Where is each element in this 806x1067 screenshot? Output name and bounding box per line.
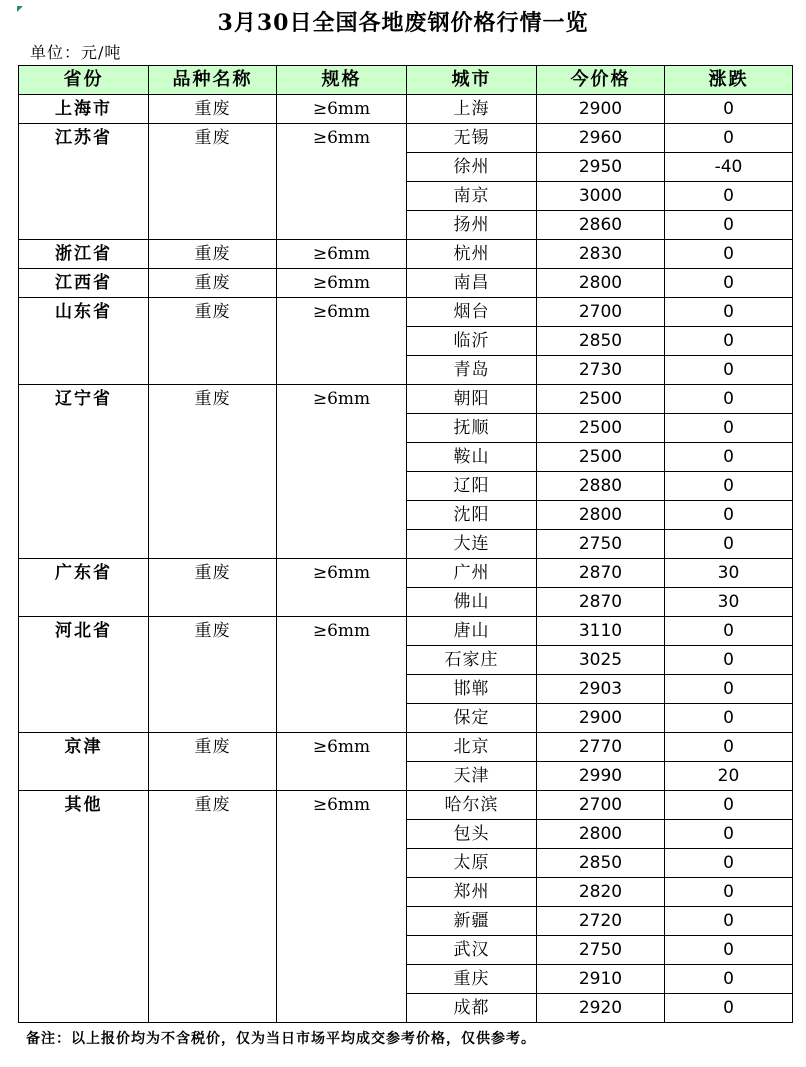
city-cell: 抚顺 (407, 414, 537, 443)
change-cell: 0 (665, 704, 793, 733)
province-cell: 江西省 (19, 269, 149, 298)
unit-label: 单位：元/吨 (30, 43, 122, 62)
price-cell: 2800 (537, 501, 665, 530)
spec-cell: ≥6mm (277, 385, 407, 559)
table-row (19, 559, 793, 588)
change-cell: 0 (665, 646, 793, 675)
price-cell: 2750 (537, 530, 665, 559)
change-cell: 0 (665, 327, 793, 356)
city-cell: 包头 (407, 820, 537, 849)
price-cell: 3000 (537, 182, 665, 211)
table-row (19, 617, 793, 646)
change-cell: 0 (665, 211, 793, 240)
change-cell: 0 (665, 907, 793, 936)
price-cell: 2960 (537, 124, 665, 153)
price-cell: 2950 (537, 153, 665, 182)
change-cell: 30 (665, 559, 793, 588)
city-cell: 朝阳 (407, 385, 537, 414)
city-cell: 青岛 (407, 356, 537, 385)
change-cell: 0 (665, 472, 793, 501)
city-cell: 成都 (407, 994, 537, 1023)
variety-cell: 重废 (149, 124, 277, 240)
price-cell: 2990 (537, 762, 665, 791)
price-cell: 2770 (537, 733, 665, 762)
change-cell: 0 (665, 675, 793, 704)
change-cell: 0 (665, 356, 793, 385)
change-cell: 0 (665, 617, 793, 646)
change-cell: 0 (665, 791, 793, 820)
city-cell: 南昌 (407, 269, 537, 298)
city-cell: 北京 (407, 733, 537, 762)
city-cell: 烟台 (407, 298, 537, 327)
province-cell: 浙江省 (19, 240, 149, 269)
price-cell: 2700 (537, 298, 665, 327)
change-cell: 0 (665, 95, 793, 124)
table-header-row (19, 66, 793, 95)
change-cell: 30 (665, 588, 793, 617)
spec-cell: ≥6mm (277, 95, 407, 124)
price-cell: 2860 (537, 211, 665, 240)
variety-cell: 重废 (149, 95, 277, 124)
city-cell: 石家庄 (407, 646, 537, 675)
city-cell: 临沂 (407, 327, 537, 356)
header-change: 涨跌 (665, 66, 793, 95)
table-body (19, 95, 793, 1023)
city-cell: 大连 (407, 530, 537, 559)
city-cell: 杭州 (407, 240, 537, 269)
header-price: 今价格 (537, 66, 665, 95)
change-cell: 0 (665, 385, 793, 414)
change-cell: 20 (665, 762, 793, 791)
spec-cell: ≥6mm (277, 298, 407, 385)
province-cell: 山东省 (19, 298, 149, 385)
variety-cell: 重废 (149, 385, 277, 559)
change-cell: 0 (665, 414, 793, 443)
table-row (19, 298, 793, 327)
price-cell: 2830 (537, 240, 665, 269)
city-cell: 上海 (407, 95, 537, 124)
footnote: 备注：以上报价均为不含税价，仅为当日市场平均成交参考价格，仅供参考。 (26, 1031, 536, 1047)
variety-cell: 重废 (149, 733, 277, 791)
table-row (19, 269, 793, 298)
province-cell: 辽宁省 (19, 385, 149, 559)
city-cell: 鞍山 (407, 443, 537, 472)
change-cell: 0 (665, 994, 793, 1023)
price-cell: 2870 (537, 559, 665, 588)
province-cell: 河北省 (19, 617, 149, 733)
city-cell: 辽阳 (407, 472, 537, 501)
price-cell: 2500 (537, 385, 665, 414)
change-cell: 0 (665, 936, 793, 965)
change-cell: -40 (665, 153, 793, 182)
city-cell: 哈尔滨 (407, 791, 537, 820)
header-variety: 品种名称 (149, 66, 277, 95)
city-cell: 沈阳 (407, 501, 537, 530)
price-cell: 2800 (537, 269, 665, 298)
change-cell: 0 (665, 501, 793, 530)
change-cell: 0 (665, 530, 793, 559)
table-row (19, 95, 793, 124)
price-cell: 2730 (537, 356, 665, 385)
price-cell: 2850 (537, 327, 665, 356)
variety-cell: 重废 (149, 298, 277, 385)
city-cell: 重庆 (407, 965, 537, 994)
price-cell: 2850 (537, 849, 665, 878)
change-cell: 0 (665, 298, 793, 327)
city-cell: 太原 (407, 849, 537, 878)
price-cell: 2700 (537, 791, 665, 820)
city-cell: 佛山 (407, 588, 537, 617)
table-row (19, 733, 793, 762)
city-cell: 扬州 (407, 211, 537, 240)
price-cell: 2800 (537, 820, 665, 849)
price-cell: 2920 (537, 994, 665, 1023)
header-spec: 规格 (277, 66, 407, 95)
price-cell: 2820 (537, 878, 665, 907)
change-cell: 0 (665, 733, 793, 762)
city-cell: 新疆 (407, 907, 537, 936)
spec-cell: ≥6mm (277, 124, 407, 240)
spec-cell: ≥6mm (277, 791, 407, 1023)
variety-cell: 重废 (149, 559, 277, 617)
spec-cell: ≥6mm (277, 733, 407, 791)
change-cell: 0 (665, 878, 793, 907)
change-cell: 0 (665, 240, 793, 269)
city-cell: 天津 (407, 762, 537, 791)
page-title: 3月30日全国各地废钢价格行情一览 (217, 10, 589, 36)
change-cell: 0 (665, 849, 793, 878)
price-cell: 2900 (537, 704, 665, 733)
price-cell: 2720 (537, 907, 665, 936)
table-row (19, 791, 793, 820)
city-cell: 徐州 (407, 153, 537, 182)
price-cell: 2500 (537, 414, 665, 443)
city-cell: 无锡 (407, 124, 537, 153)
province-cell: 江苏省 (19, 124, 149, 240)
table-row (19, 385, 793, 414)
price-cell: 3110 (537, 617, 665, 646)
spec-cell: ≥6mm (277, 269, 407, 298)
variety-cell: 重废 (149, 617, 277, 733)
change-cell: 0 (665, 124, 793, 153)
price-cell: 2900 (537, 95, 665, 124)
variety-cell: 重废 (149, 240, 277, 269)
province-cell: 上海市 (19, 95, 149, 124)
variety-cell: 重废 (149, 791, 277, 1023)
price-cell: 2500 (537, 443, 665, 472)
spec-cell: ≥6mm (277, 559, 407, 617)
header-province: 省份 (19, 66, 149, 95)
province-cell: 其他 (19, 791, 149, 1023)
city-cell: 广州 (407, 559, 537, 588)
spec-cell: ≥6mm (277, 240, 407, 269)
change-cell: 0 (665, 820, 793, 849)
price-cell: 2910 (537, 965, 665, 994)
price-cell: 2870 (537, 588, 665, 617)
city-cell: 邯郸 (407, 675, 537, 704)
city-cell: 唐山 (407, 617, 537, 646)
city-cell: 武汉 (407, 936, 537, 965)
change-cell: 0 (665, 182, 793, 211)
change-cell: 0 (665, 269, 793, 298)
header-city: 城市 (407, 66, 537, 95)
price-cell: 2903 (537, 675, 665, 704)
province-cell: 广东省 (19, 559, 149, 617)
spec-cell: ≥6mm (277, 617, 407, 733)
city-cell: 南京 (407, 182, 537, 211)
city-cell: 保定 (407, 704, 537, 733)
price-cell: 2880 (537, 472, 665, 501)
city-cell: 郑州 (407, 878, 537, 907)
change-cell: 0 (665, 443, 793, 472)
price-cell: 3025 (537, 646, 665, 675)
variety-cell: 重废 (149, 269, 277, 298)
price-cell: 2750 (537, 936, 665, 965)
price-table (18, 65, 793, 1023)
table-row (19, 240, 793, 269)
table-row (19, 124, 793, 153)
change-cell: 0 (665, 965, 793, 994)
province-cell: 京津 (19, 733, 149, 791)
